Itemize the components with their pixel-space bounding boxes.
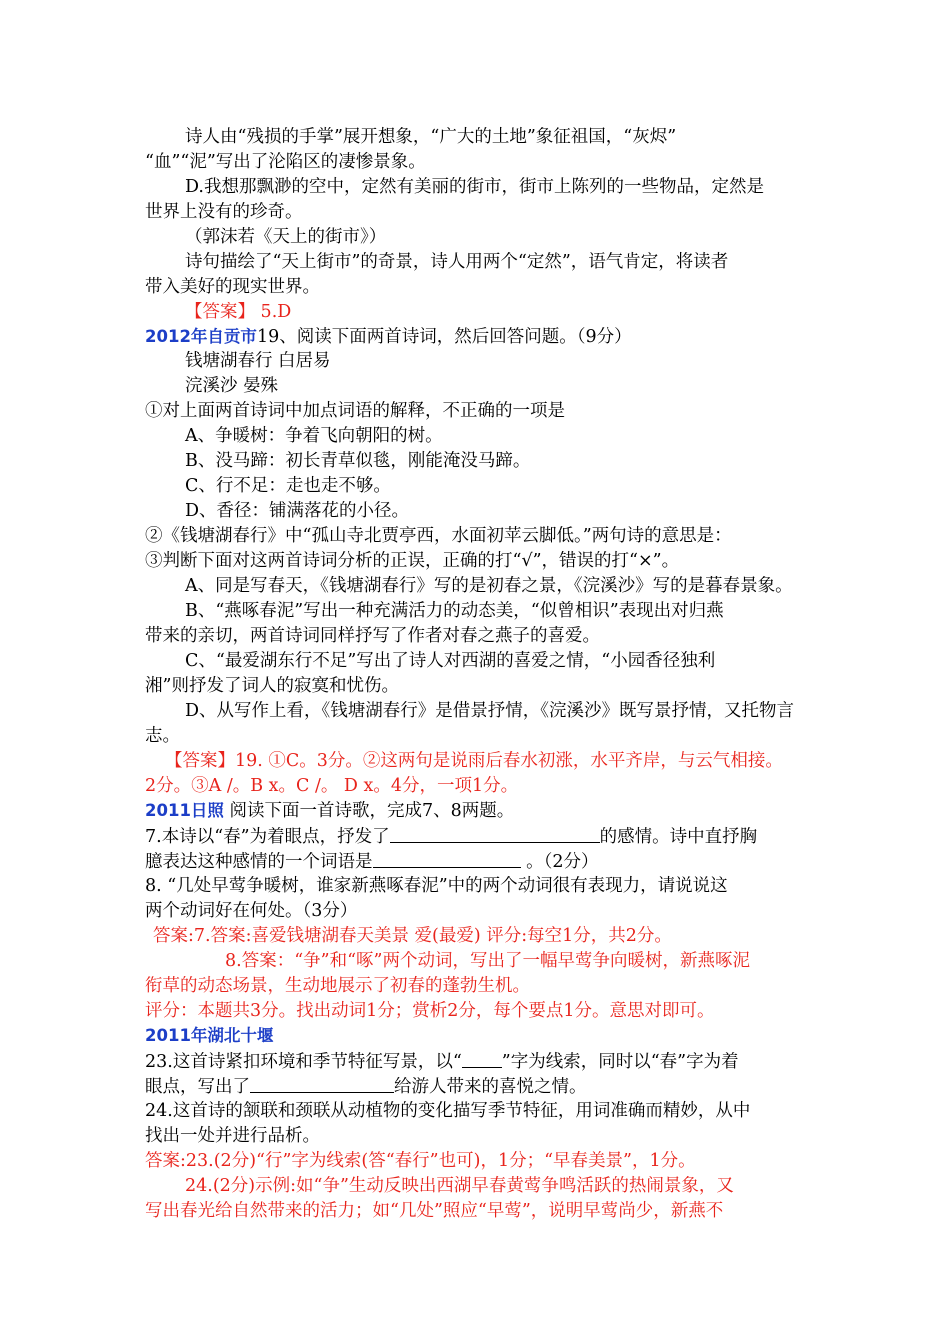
body-text: 。（2分） — [520, 852, 599, 872]
body-text: 两个动词好在何处。（3分） — [145, 901, 358, 921]
text-line — [145, 799, 514, 823]
body-text: C、“最爱湖东行不足”写出了诗人对西湖的喜爱之情，“小园香径独利 — [185, 651, 716, 671]
text-line — [165, 749, 783, 773]
body-text: 眼点，写出了 — [145, 1077, 250, 1097]
text-line — [185, 449, 530, 473]
text-line — [185, 125, 676, 149]
text-line — [153, 924, 672, 948]
answer-text: 写出春光给自然带来的活力；如“几处”照应“早莺”，说明早莺尚少，新燕不 — [145, 1201, 724, 1221]
text-line — [225, 949, 750, 973]
answer-text: 衔草的动态场景，生动地展示了初春的蓬勃生机。 — [145, 976, 530, 996]
text-line — [145, 150, 426, 174]
body-text: 诗人由“残损的手掌”展开想象，“广大的土地”象征祖国，“灰烬” — [185, 127, 677, 147]
text-line — [145, 824, 757, 849]
body-text: 8. “几处早莺争暖树，谁家新燕啄春泥”中的两个动词很有表现力，请说说这 — [145, 876, 728, 896]
text-line — [145, 1149, 696, 1173]
text-line — [185, 250, 728, 274]
body-text: 浣溪沙 晏殊 — [185, 376, 279, 396]
text-line — [185, 349, 331, 373]
body-text: 湘”则抒发了词人的寂寞和忧伤。 — [145, 676, 399, 696]
text-line — [185, 374, 278, 398]
body-text: 钱塘湖春行 白居易 — [185, 351, 331, 371]
text-line — [145, 624, 600, 648]
text-line — [145, 1099, 750, 1123]
text-line — [145, 1124, 320, 1148]
text-line — [145, 724, 180, 748]
body-text: 23.这首诗紧扣环境和季节特征写景，以“ — [145, 1052, 462, 1072]
text-line — [185, 175, 764, 199]
text-line — [145, 999, 715, 1023]
text-line — [185, 574, 793, 598]
body-text: A、争暖树：争着飞向朝阳的树。 — [185, 426, 443, 446]
body-text: 19、阅读下面两首诗词，然后回答问题。（9分） — [256, 327, 632, 347]
text-line — [185, 1174, 734, 1198]
body-text: D、香径：铺满落花的小径。 — [185, 501, 410, 521]
text-line — [145, 325, 632, 349]
text-line — [145, 1199, 723, 1223]
text-line — [185, 599, 724, 623]
body-text: B、没马蹄：初长青草似毯，刚能淹没马蹄。 — [185, 451, 531, 471]
text-line — [145, 200, 303, 224]
body-text: 找出一处并进行品析。 — [145, 1126, 320, 1146]
body-text: 7.本诗以“春”为着眼点，抒发了 — [145, 827, 390, 847]
text-line — [185, 424, 443, 448]
body-text: 诗句描绘了“天上街市”的奇景，诗人用两个“定然”，语气肯定，将读者 — [185, 252, 729, 272]
body-text: 的感情。诗中直抒胸 — [599, 827, 758, 847]
answer-text: 评分：本题共3分。找出动词1分；赏析2分，每个要点1分。意思对即可。 — [145, 1001, 715, 1021]
body-text: 阅读下面一首诗歌，完成7、8两题。 — [223, 801, 515, 821]
body-text: 24.这首诗的颔联和颈联从动植物的变化描写季节特征，用词准确而精妙，从中 — [145, 1101, 751, 1121]
text-line — [185, 499, 409, 523]
body-text: 给游人带来的喜悦之情。 — [394, 1077, 587, 1097]
source-label: 2011日照 — [145, 801, 224, 820]
answer-text: 2分。③A /。B x。C /。 D x。4分，一项1分。 — [145, 776, 519, 796]
body-text: A、同是写春天，《钱塘湖春行》写的是初春之景，《浣溪沙》写的是暮春景象。 — [185, 576, 793, 596]
text-line — [145, 524, 732, 548]
body-text: “血”“泥”写出了沦陷区的凄惨景象。 — [145, 152, 426, 172]
answer-text: 【答案】19. ①C。3分。②这两句是说雨后春水初涨，水平齐岸，与云气相接。 — [165, 751, 783, 771]
body-text: 臆表达这种感情的一个词语是 — [145, 852, 373, 872]
body-text: ②《钱塘湖春行》中“孤山寺北贾亭西，水面初苹云脚低。”两句诗的意思是： — [145, 526, 732, 546]
answer-text: 答案:7.答案:喜爱钱塘湖春天美景 爱(最爱) 评分:每空1分，共2分。 — [153, 926, 672, 946]
body-text: C、行不足：走也走不够。 — [185, 476, 391, 496]
text-line — [145, 1074, 587, 1099]
body-text: 带入美好的现实世界。 — [145, 277, 320, 297]
text-line — [145, 399, 565, 423]
text-line — [185, 225, 386, 249]
text-line — [145, 275, 320, 299]
answer-text: 8.答案：“争”和“啄”两个动词，写出了一幅早莺争向暖树，新燕啄泥 — [225, 951, 750, 971]
text-line — [185, 300, 291, 324]
text-line — [145, 849, 598, 874]
answer-blank — [373, 849, 521, 868]
body-text: D、从写作上看，《钱塘湖春行》是借景抒情，《浣溪沙》既写景抒情，又托物言 — [185, 701, 795, 721]
answer-blank — [390, 824, 600, 843]
body-text: B、“燕啄春泥”写出一种充满活力的动态美，“似曾相识”表现出对归燕 — [185, 601, 724, 621]
body-text: ①对上面两首诗词中加点词语的解释，不正确的一项是 — [145, 401, 565, 421]
answer-text: 【答案】 5.D — [185, 302, 292, 322]
text-line — [185, 699, 794, 723]
body-text: 志。 — [145, 726, 180, 746]
body-text: ③判断下面对这两首诗词分析的正误，正确的打“√”，错误的打“×”。 — [145, 551, 680, 571]
answer-blank — [250, 1074, 394, 1093]
text-line — [145, 549, 679, 573]
answer-blank — [462, 1049, 502, 1068]
text-line — [145, 899, 357, 923]
text-line — [145, 1024, 273, 1048]
text-line — [145, 1049, 739, 1074]
body-text: ”字为线索，同时以“春”字为着 — [501, 1052, 739, 1072]
text-line — [145, 774, 518, 798]
text-line — [185, 474, 391, 498]
source-label: 2012年自贡市 — [145, 327, 257, 346]
answer-text: 答案:23.(2分)“行”字为线索(答“春行”也可)，1分；“早春美景”，1分。 — [145, 1151, 696, 1171]
answer-text: 24.(2分)示例:如“争”生动反映出西湖早春黄莺争鸣活跃的热闹景象，又 — [185, 1176, 734, 1196]
body-text: D.我想那飘渺的空中，定然有美丽的街市，街市上陈列的一些物品，定然是 — [185, 177, 764, 197]
body-text: 带来的亲切，两首诗词同样抒写了作者对春之燕子的喜爱。 — [145, 626, 600, 646]
text-line — [145, 674, 399, 698]
text-line — [185, 649, 715, 673]
text-line — [145, 874, 728, 898]
source-label: 2011年湖北十堰 — [145, 1026, 274, 1045]
text-line — [145, 974, 530, 998]
body-text: 世界上没有的珍奇。 — [145, 202, 303, 222]
body-text: （郭沫若《天上的街市》） — [185, 227, 387, 247]
